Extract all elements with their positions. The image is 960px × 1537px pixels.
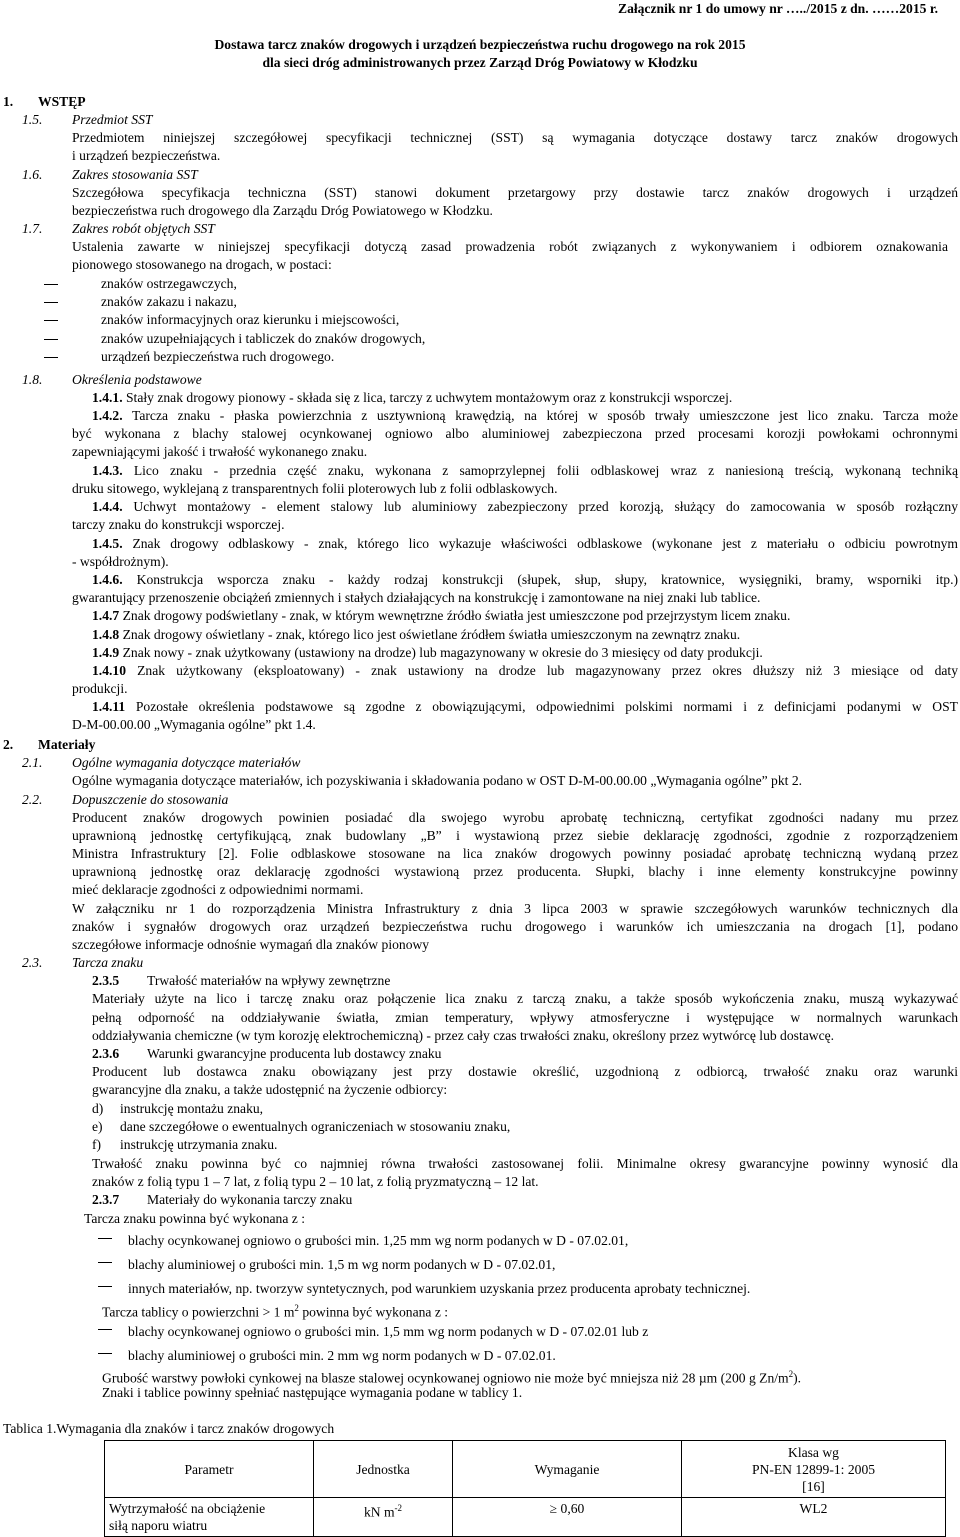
- section-2-2-line-1: Producent znaków drogowych powinien posiadać dla swojego wyrobu aprobatę techniczną, certyfikat zgodności nadany mu przez: [72, 810, 958, 825]
- list-dash: [44, 357, 58, 358]
- subsection-2-3-5-line-2: pełną odporność na oddziaływanie światła, zmian temperatury, wpływy atmosferyczne i występujące w normalnych warunkach: [92, 1010, 958, 1025]
- definition-1-4-1: [92, 389, 732, 407]
- section-2-3-title: Tarcza znaku: [72, 955, 144, 970]
- table-header-cell: Wymaganie: [453, 1441, 682, 1498]
- header-line: PN-EN 12899-1: 2005: [751, 1461, 876, 1477]
- definition-number: 1.4.4.: [92, 499, 123, 514]
- definition-1-4-3-line-2: druku sitowego, wyklejaną z transparentnych folii ploterowych lub z folii odblaskowych.: [72, 481, 558, 496]
- subsection-2-3-5-number: 2.3.5: [92, 973, 120, 988]
- definition-number: 1.4.9: [92, 645, 120, 660]
- section-1-8-number: 1.8.: [22, 372, 43, 387]
- section-1-number: 1.: [3, 94, 14, 109]
- header-line: Klasa wg: [788, 1444, 839, 1460]
- list-item: znaków uzupełniających i tabliczek do znaków drogowych,: [101, 331, 426, 346]
- list-dash: [44, 302, 58, 303]
- cell-line: siłą naporu wiatru: [109, 1518, 208, 1533]
- table-cell: [314, 1498, 453, 1537]
- text-segment: powinna być wykonana z :: [298, 1304, 449, 1320]
- subsection-2-3-5-line-1: Materiały użyte na lico i tarczę znaku oraz połączenie lica znaku z tarczą znaku, a także sposób wykończenia znaku, muszą wykazywać: [92, 991, 958, 1006]
- list-dash: [98, 1238, 112, 1239]
- section-1-7-line-1: Ustalenia zawarte w niniejszej specyfikacji dotyczą zasad prowadzenia robót związanych z wykonywaniem i odbiorem oznakowania: [72, 239, 948, 254]
- header-line: [16]: [802, 1478, 825, 1494]
- subsection-2-3-6-line-1: Producent lub dostawca znaku obowiązany jest przy dostawie określić, uzgodnioną z odbiorcą, trwałość znaku oraz warunki: [92, 1064, 958, 1079]
- list-dash: [98, 1329, 112, 1330]
- list-dash: [44, 339, 58, 340]
- definition-text: Uchwyt montażowy - element stalowy lub aluminiowy zabezpieczony przed korozją, służący do zamocowania w sposób rozłączny: [133, 499, 958, 514]
- list-dash: [44, 284, 58, 285]
- subsection-2-3-7-line-4: Znaki i tablice powinny spełniać następujące wymagania podane w tablicy 1.: [102, 1385, 523, 1400]
- section-2-1-line-1: Ogólne wymagania dotyczące materiałów, ich pozyskiwania i składowania podano w OST D-M-00.00.00 „Wymagania ogólne” pkt 2.: [72, 773, 803, 788]
- list-item: urządzeń bezpieczeństwa ruch drogowego.: [101, 349, 335, 364]
- list-item: dane szczegółowe o ewentualnych ograniczeniach w stosowaniu znaku,: [120, 1119, 511, 1134]
- list-item: znaków informacyjnych oraz kierunku i miejscowości,: [101, 312, 400, 327]
- definition-1-4-2-line-1: [92, 407, 958, 425]
- definition-number: 1.4.8: [92, 627, 120, 642]
- list-item: znaków ostrzegawczych,: [101, 276, 237, 291]
- subsection-2-3-6-line-3: Trwałość znaku powinna być co najmniej równa trwałości zastosowanej folii. Minimalne okresy gwarancyjne powinny wynosić dla: [92, 1156, 958, 1171]
- section-1-6-number: 1.6.: [22, 167, 43, 182]
- definition-text: Znak drogowy podświetlany - znak, w którym wewnętrzne źródło światła jest umieszczone pod przejrzystym licem znaku.: [122, 608, 791, 623]
- list-dash: [44, 320, 58, 321]
- annex-note: Załącznik nr 1 do umowy nr …../2015 z dn. ……2015 r.: [618, 1, 938, 16]
- definition-text: Lico znaku - przednia część znaku, wykonana z samoprzylepnej folii odblaskowej wraz z naniesioną treścią, wykonaną techniką: [133, 463, 958, 478]
- definition-number: 1.4.10: [92, 663, 126, 678]
- table-cell: ≥ 0,60: [453, 1498, 682, 1537]
- list-item: blachy ocynkowanej ogniowo o grubości min. 1,5 mm wg norm podanych w D - 07.02.01 lub z: [128, 1324, 649, 1339]
- list-dash: [98, 1262, 112, 1263]
- definition-number: 1.4.7: [92, 608, 120, 623]
- list-item-marker: d): [92, 1101, 104, 1116]
- section-1-7-number: 1.7.: [22, 221, 43, 236]
- definition-1-4-3-line-1: [92, 462, 958, 480]
- definition-1-4-10-line-1: [92, 662, 958, 680]
- subsection-2-3-7-title: Materiały do wykonania tarczy znaku: [147, 1192, 353, 1207]
- list-item: blachy aluminiowej o grubości min. 1,5 m wg norm podanych w D - 07.02.01,: [128, 1257, 556, 1272]
- superscript: 2: [294, 1303, 299, 1313]
- section-1-7-line-2: pionowego stosowanego na drogach, w postaci:: [72, 257, 332, 272]
- definition-1-4-2-line-3: zapewniającymi jakość i trwałość wykonanego znaku.: [72, 444, 368, 459]
- section-2-3-number: 2.3.: [22, 955, 43, 970]
- list-item: znaków zakazu i nakazu,: [101, 294, 237, 309]
- table-caption: Tablica 1.Wymagania dla znaków i tarcz znaków drogowych: [3, 1421, 335, 1436]
- definition-text: Pozostałe określenia podstawowe są zgodne z obowiązującymi, odpowiednimi polskimi normami i z definicjami podanymi w OST: [135, 699, 958, 714]
- section-1-6-line-2: bezpieczeństwa ruch drogowego dla Zarządu Dróg Powiatowego w Kłodzku.: [72, 203, 493, 218]
- list-item: instrukcję utrzymania znaku.: [120, 1137, 278, 1152]
- text-segment: Tarcza tablicy o powierzchni > 1 m: [102, 1304, 295, 1320]
- section-1-5-title: Przedmiot SST: [72, 112, 153, 127]
- definition-1-4-6-line-2: gwarantujący przenoszenie obciążeń zmiennych i stałych działających na konstrukcję i zamontowane na niej znaki lub tablice.: [72, 590, 761, 605]
- section-2-2-title: Dopuszczenie do stosowania: [72, 792, 229, 807]
- list-item: instrukcję montażu znaku,: [120, 1101, 264, 1116]
- section-2-2-line-2: uprawnioną jednostkę certyfikującą, znak budowlany „B” i wystawioną przez siebie deklarację zgodności, zgodnie z rozporządzeniem: [72, 828, 958, 843]
- requirements-table: [104, 1440, 946, 1537]
- subsection-2-3-7-number: 2.3.7: [92, 1192, 120, 1207]
- subsection-2-3-6-number: 2.3.6: [92, 1046, 120, 1061]
- definition-text: Konstrukcja wsporcza znaku - każdy rodzaj konstrukcji (słupek, słup, słupy, kratownice, wysięgniki, bramy, wsporniki itp.): [136, 572, 958, 587]
- subsection-2-3-7-line-1: Tarcza znaku powinna być wykonana z :: [84, 1211, 305, 1226]
- section-1-6-title: Zakres stosowania SST: [72, 167, 198, 182]
- definition-1-4-7: [92, 607, 790, 625]
- cell-line: Wytrzymałość na obciążenie: [109, 1501, 266, 1516]
- definition-1-4-8: [92, 626, 740, 644]
- table-header-cell: [682, 1441, 946, 1498]
- definition-1-4-5-line-2: - współdrożnym).: [72, 554, 169, 569]
- subsection-2-3-7-line-2: [102, 1299, 448, 1322]
- table-row: [105, 1498, 946, 1537]
- document-title-line-2: dla sieci dróg administrowanych przez Zarząd Dróg Powiatowy w Kłodzku: [262, 55, 698, 70]
- section-2-1-title: Ogólne wymagania dotyczące materiałów: [72, 755, 301, 770]
- list-dash: [98, 1353, 112, 1354]
- text-segment: ).: [793, 1370, 802, 1386]
- subsection-2-3-5-line-3: oddziaływania chemiczne (w tym korozję elektrochemiczną) - przez cały czas trwałości znaku, określony przez wytwórcę lub dostawcę.: [92, 1028, 835, 1043]
- definition-number: 1.4.11: [92, 699, 126, 714]
- unit-text: kN m: [363, 1504, 395, 1520]
- list-item: blachy aluminiowej o grubości min. 2 mm wg norm podanych w D - 07.02.01.: [128, 1348, 556, 1363]
- list-item: blachy ocynkowanej ogniowo o grubości min. 1,25 mm wg norm podanych w D - 07.02.01,: [128, 1233, 629, 1248]
- superscript: 2: [788, 1369, 794, 1379]
- table-header-cell: Parametr: [105, 1441, 314, 1498]
- definition-1-4-11-line-1: [92, 698, 958, 716]
- subsection-2-3-5-title: Trwałość materiałów na wpływy zewnętrzne: [147, 973, 391, 988]
- definition-number: 1.4.1.: [92, 390, 123, 405]
- definition-1-4-11-line-2: D-M-00.00.00 „Wymagania ogólne” pkt 1.4.: [72, 717, 316, 732]
- definition-text: Znak nowy - znak użytkowany (ustawiony na drodze) lub magazynowany w okresie do 3 miesięcy od daty produkcji.: [122, 645, 763, 660]
- definition-text: Tarcza znaku - płaska powierzchnia z usztywnioną krawędzią, na której w sposób trwały umieszczone jest lico znaku. Tarcza może: [132, 408, 958, 423]
- document-title-line-1: Dostawa tarcz znaków drogowych i urządzeń bezpieczeństwa ruchu drogowego na rok 2015: [214, 37, 746, 52]
- section-1-5-number: 1.5.: [22, 112, 43, 127]
- definition-number: 1.4.3.: [92, 463, 123, 478]
- section-2-2-line-6: W załączniku nr 1 do rozporządzenia Ministra Infrastruktury z dnia 3 lipca 2003 w sprawie szczegółowych warunków technicznych dla: [72, 901, 958, 916]
- section-2-1-number: 2.1.: [22, 755, 43, 770]
- superscript: -2: [394, 1503, 403, 1513]
- list-dash: [98, 1286, 112, 1287]
- section-1-7-title: Zakres robót objętych SST: [72, 221, 215, 236]
- list-item-marker: e): [92, 1119, 103, 1134]
- definition-text: Znak drogowy oświetlany - znak, którego lico jest oświetlane źródłem światła umieszczonym na zewnątrz znaku.: [122, 627, 741, 642]
- section-2-2-line-8: szczegółowe informacje odnośnie wymagań dla znaków pionowy: [72, 937, 430, 952]
- table-header-cell: Jednostka: [314, 1441, 453, 1498]
- definition-1-4-9: [92, 644, 763, 662]
- definition-text: Znak drogowy odblaskowy - znak, którego lico wykazuje właściwości odblaskowe (wykonane jest z materiału o odbiciu powrotnym: [132, 536, 958, 551]
- section-1-6-line-1: Szczegółowa specyfikacja techniczna (SST) stanowi dokument przetargowy przy dostawie tarcz znaków drogowych i urządzeń: [72, 185, 958, 200]
- definition-text: Znak użytkowany (eksploatowany) - znak ustawiony na drodze lub magazynowany przez okres dłuższy niż 3 miesiące od daty: [137, 663, 958, 678]
- section-1-5-line-1: Przedmiotem niniejszej szczegółowej specyfikacji technicznej (SST) są wymagania dotyczące dostawy tarcz znaków drogowych: [72, 130, 958, 145]
- table-cell: WL2: [682, 1498, 946, 1537]
- subsection-2-3-6-line-4: znaków z folią typu 1 – 7 lat, z folią typu 2 – 10 lat, z folią pryzmatyczną – 12 lat.: [92, 1174, 539, 1189]
- definition-number: 1.4.2.: [92, 408, 123, 423]
- section-2-2-number: 2.2.: [22, 792, 43, 807]
- definition-1-4-10-line-2: produkcji.: [72, 681, 128, 696]
- subsection-2-3-6-title: Warunki gwarancyjne producenta lub dostawcy znaku: [147, 1046, 442, 1061]
- definition-text: Stały znak drogowy pionowy - składa się z lica, tarczy z uchwytem montażowym oraz z konstrukcji wsporczej.: [126, 390, 733, 405]
- section-2-2-line-5: mieć deklaracje zgodności z odpowiednimi normami.: [72, 882, 364, 897]
- definition-1-4-6-line-1: [92, 571, 958, 589]
- definition-1-4-5-line-1: [92, 535, 958, 553]
- section-2-title: Materiały: [38, 737, 96, 752]
- list-item: innych materiałów, np. tworzyw syntetycznych, pod warunkiem uzyskania przez producenta aprobaty technicznej.: [128, 1281, 751, 1296]
- text-segment: Grubość warstwy powłoki cynkowej na blasze stalowej ocynkowanej ogniowo nie może być mniejsza niż 28 µm (200 g Zn/m: [102, 1370, 789, 1386]
- section-2-number: 2.: [3, 737, 14, 752]
- section-1-5-line-2: i urządzeń bezpieczeństwa.: [72, 148, 221, 163]
- section-2-2-line-3: Ministra Infrastruktury [2]. Folie odblaskowe stosowane na lica znaków drogowych powinny posiadać aprobatę techniczną wydaną przez: [72, 846, 958, 861]
- list-item-marker: f): [92, 1137, 102, 1152]
- subsection-2-3-6-line-2: gwarancyjne dla znaku, a także udostępnić na życzenie odbiorcy:: [92, 1082, 448, 1097]
- section-2-2-line-4: uprawnioną jednostkę oraz deklarację zgodności wystawioną przez producenta. Słupki, blachy i inne elementy konstrukcyjne powinny: [72, 864, 958, 879]
- section-2-2-line-7: znaków i sygnałów drogowych oraz urządzeń bezpieczeństwa ruchu drogowego i warunków ich umieszczania na drogach [1], podano: [72, 919, 958, 934]
- section-1-title: WSTĘP: [38, 94, 86, 109]
- definition-number: 1.4.5.: [92, 536, 123, 551]
- definition-1-4-4-line-2: tarczy znaku do konstrukcji wsporczej.: [72, 517, 285, 532]
- definition-1-4-2-line-2: być wykonana z blachy stalowej ocynkowanej ogniowo albo aluminiowej zabezpieczona przed procesami korozji powłokami ochronnymi: [72, 426, 958, 441]
- definition-number: 1.4.6.: [92, 572, 123, 587]
- table-cell: [105, 1498, 314, 1537]
- table-header-row: [105, 1441, 946, 1498]
- section-1-8-title: Określenia podstawowe: [72, 372, 202, 387]
- definition-1-4-4-line-1: [92, 498, 958, 516]
